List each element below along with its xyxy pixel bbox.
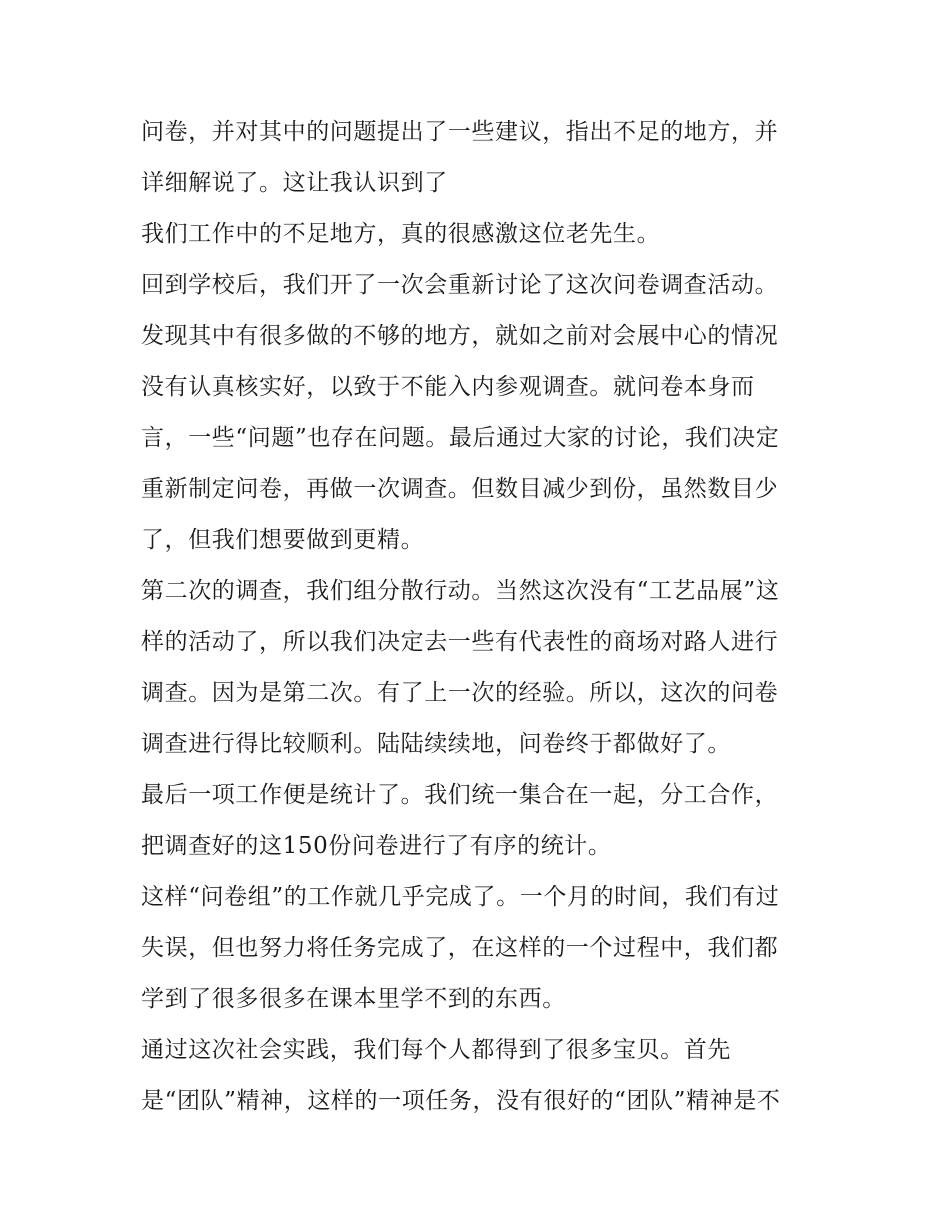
text-line: 通过这次社会实践，我们每个人都得到了很多宝贝。首先 (141, 1037, 731, 1063)
text-line: 第二次的调查，我们组分散行动。当然这次没有“工艺品展”这 (141, 578, 780, 604)
text-line: 调查。因为是第二次。有了上一次的经验。所以，这次的问卷 (141, 680, 779, 706)
text-line: 失误，但也努力将任务完成了，在这样的一个过程中，我们都 (141, 935, 779, 961)
text-line: 这样“问卷组”的工作就几乎完成了。一个月的时间，我们有过 (141, 884, 780, 910)
text-line: 回到学校后，我们开了一次会重新讨论了这次问卷调查活动。 (141, 272, 779, 298)
text-line: 问卷，并对其中的问题提出了一些建议，指出不足的地方，并 (141, 119, 779, 145)
text-line: 把调查好的这150份问卷进行了有序的统计。 (141, 833, 612, 859)
text-line: 最后一项工作便是统计了。我们统一集合在一起，分工合作， (141, 782, 779, 808)
text-line: 详细解说了。这让我认识到了 (141, 170, 448, 196)
text-line: 样的活动了，所以我们决定去一些有代表性的商场对路人进行 (141, 629, 779, 655)
document-body (141, 107, 821, 1127)
text-line: 是“团队”精神，这样的一项任务，没有很好的“团队”精神是不 (141, 1088, 781, 1114)
text-line: 学到了很多很多在课本里学不到的东西。 (141, 986, 566, 1012)
text-line: 发现其中有很多做的不够的地方，就如之前对会展中心的情况 (141, 323, 779, 349)
text-line: 调查进行得比较顺利。陆陆续续地，问卷终于都做好了。 (141, 731, 731, 757)
text-line: 了，但我们想要做到更精。 (141, 527, 425, 553)
text-line: 我们工作中的不足地方，真的很感激这位老先生。 (141, 221, 661, 247)
text-line: 没有认真核实好，以致于不能入内参观调查。就问卷本身而 (141, 374, 755, 400)
text-line: 重新制定问卷，再做一次调查。但数目减少到份，虽然数目少 (141, 476, 779, 502)
text-line: 言，一些“问题”也存在问题。最后通过大家的讨论，我们决定 (141, 425, 780, 451)
